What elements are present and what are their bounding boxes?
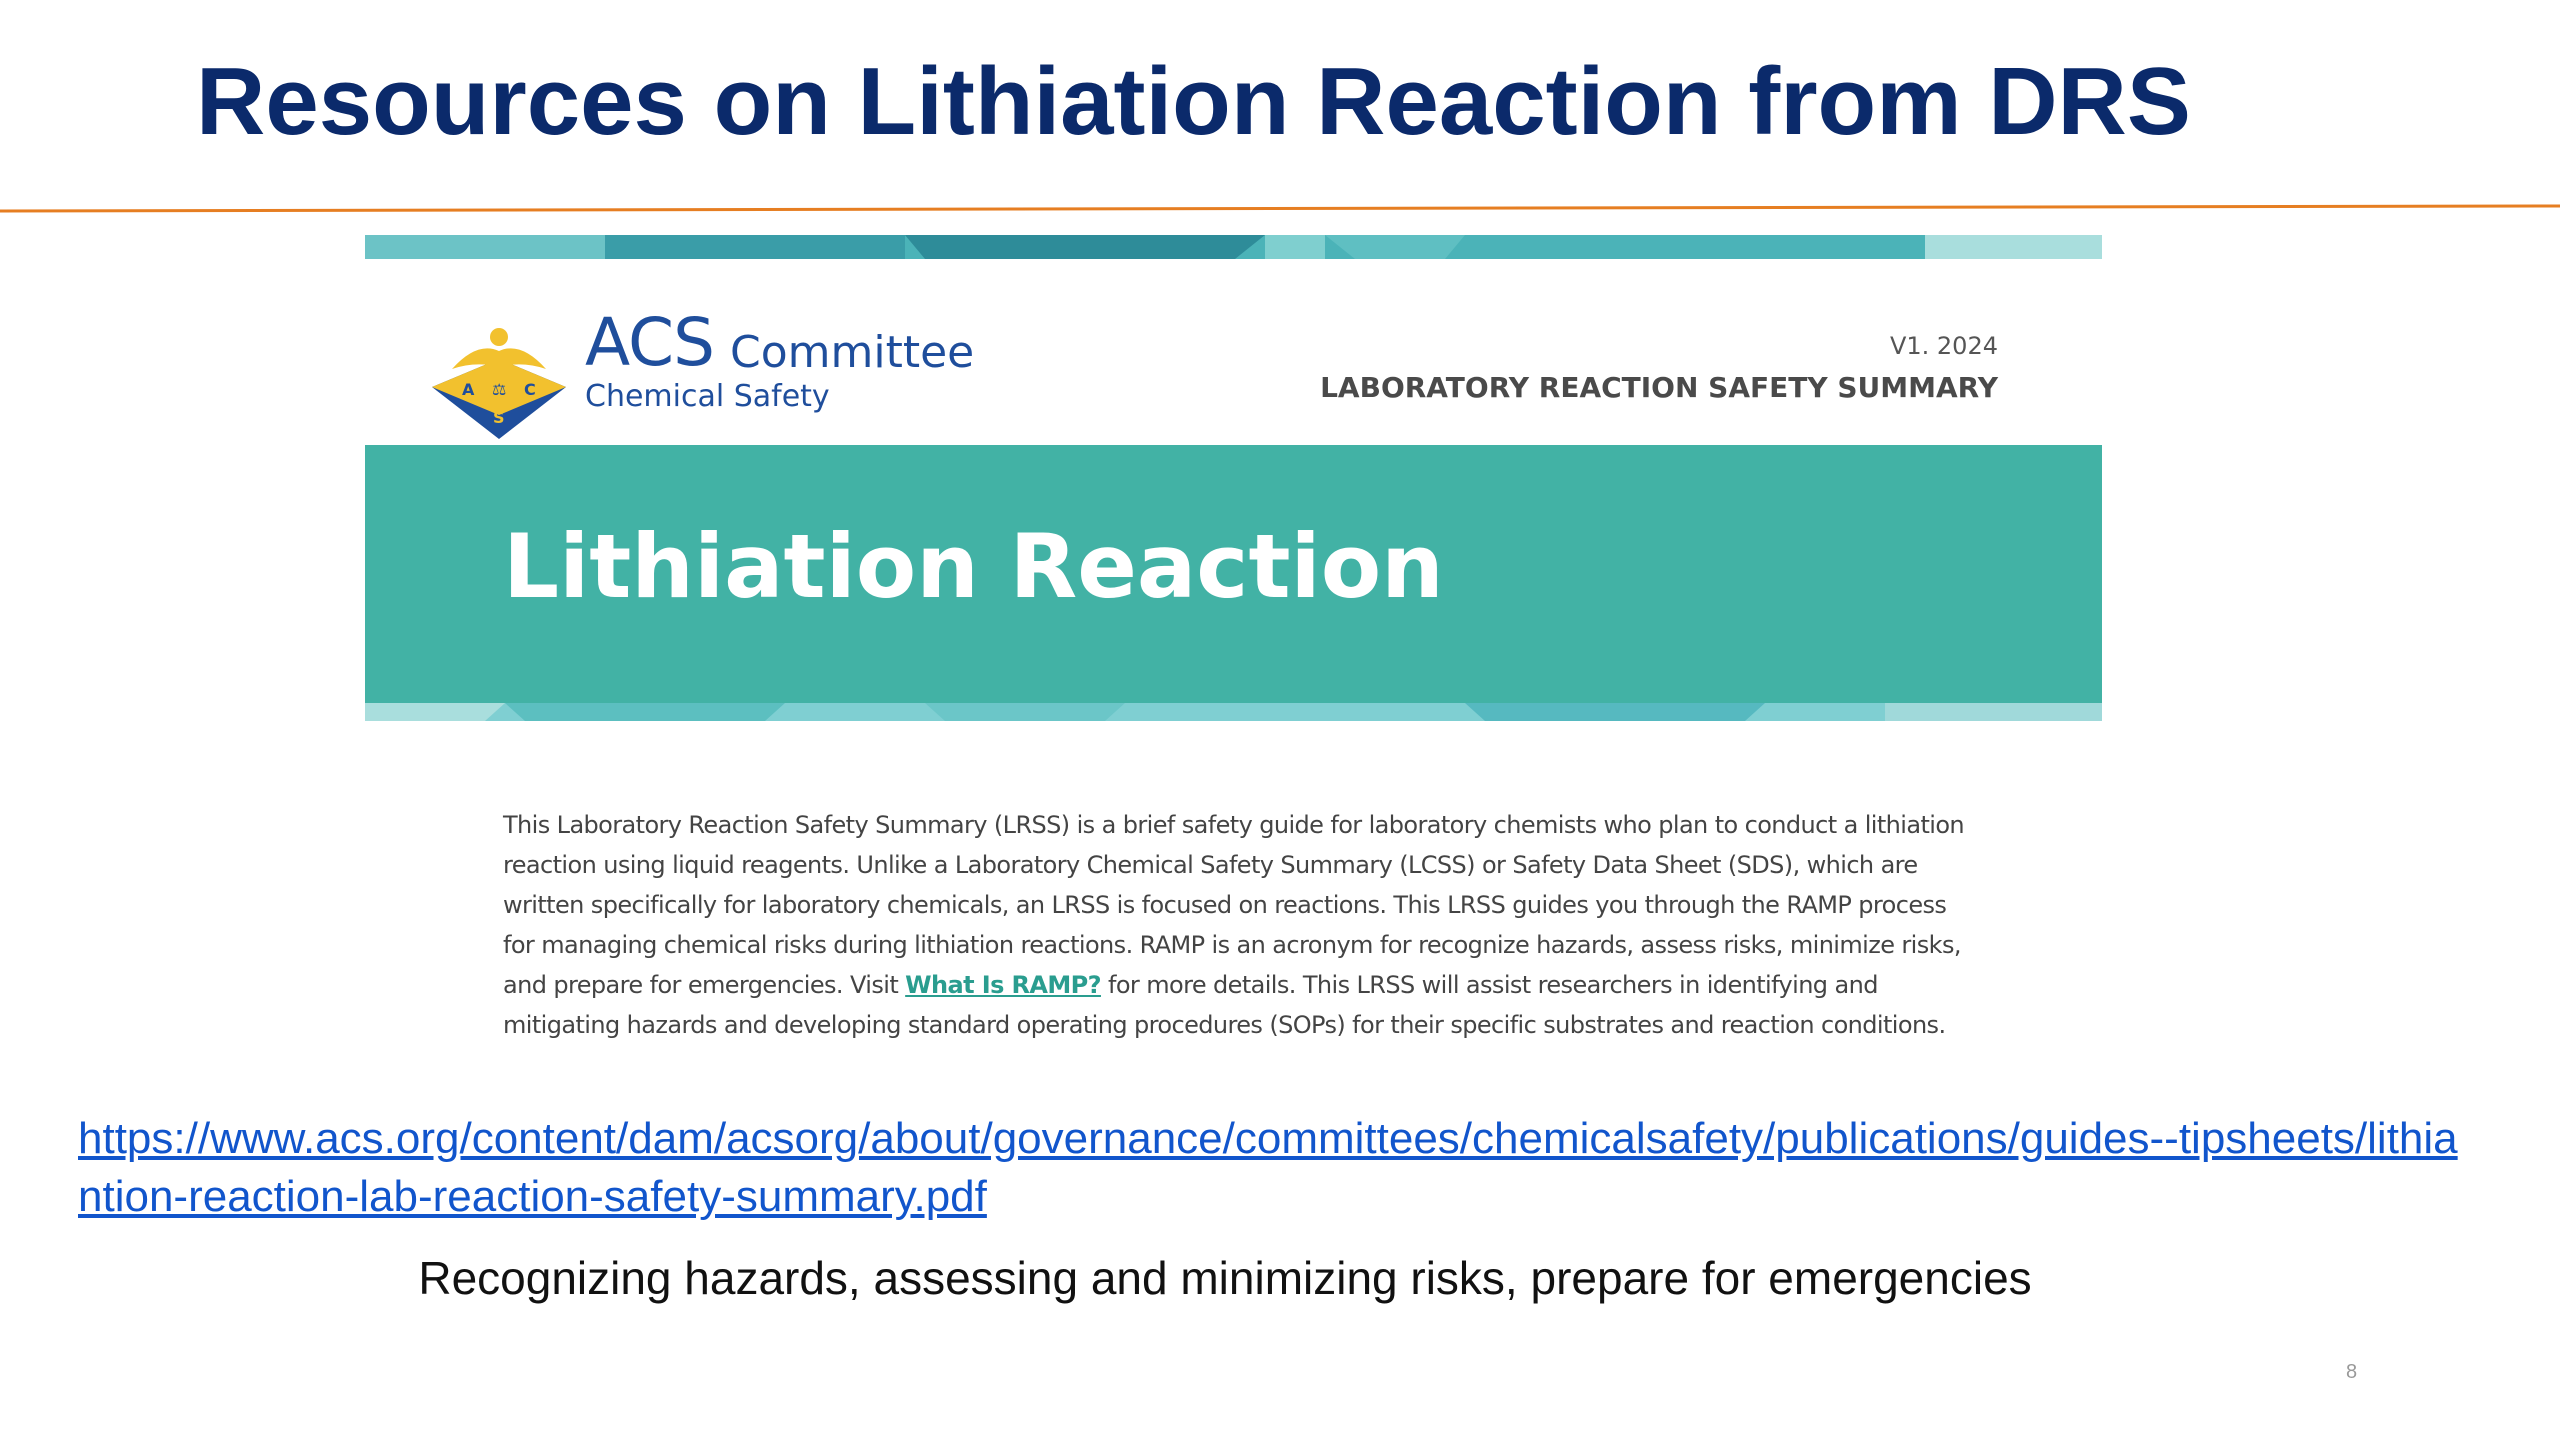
svg-text:C: C: [524, 380, 536, 399]
intro-text-start: This Laboratory Reaction Safety Summary (LRSS) is a brief safety guide for laboratory chemists who plan to conduct a lithiation reaction using liquid reagents. Unlike a Laboratory Chemical Safety Summary (LCSS) or Safety Data Sheet (SDS), which are written specifically for laboratory chemicals, an LRSS is focused on reactions. This LRSS guides you through the RAMP process for managing chemical risks during lithiation reactions. RAMP is an acronym for recognize hazards, assess risks, minimize risks, and prepare for emergencies. Visit: [503, 811, 1965, 999]
page-number: 8: [2346, 1361, 2358, 1383]
intro-text-end: for more details. This LRSS will assist researchers in identifying and mitigating hazards and developing standard operating procedures (SOPs) for their specific substrates and reaction conditions.: [503, 971, 1946, 1039]
slide-caption: Recognizing hazards, assessing and minimizing risks, prepare for emergencies: [418, 1252, 2032, 1304]
version-label: V1. 2024: [1889, 332, 1998, 360]
svg-text:⚖: ⚖: [492, 380, 507, 399]
slide-title: Resources on Lithiation Reaction from DRS: [196, 48, 2191, 155]
banner-title: Lithiation Reaction: [503, 515, 1444, 618]
document-type-label: LABORATORY REACTION SAFETY SUMMARY: [1320, 371, 1998, 404]
svg-text:A: A: [462, 380, 475, 399]
acs-eagle-logo-icon: [432, 311, 567, 439]
document-header: [365, 259, 2102, 469]
division-label: Chemical Safety: [585, 379, 830, 414]
what-is-ramp-link[interactable]: What Is RAMP?: [905, 971, 1101, 999]
committee-label: Committee: [730, 327, 975, 378]
intro-paragraph: [503, 805, 1973, 1045]
decorative-bottom-band: [365, 703, 2102, 721]
decorative-top-band: [365, 235, 2102, 259]
org-name: ACS: [585, 304, 714, 381]
document-preview-image: [365, 235, 2102, 1087]
svg-text:S: S: [493, 408, 505, 427]
resource-url-link[interactable]: https://www.acs.org/content/dam/acsorg/about/governance/committees/chemicalsafety/publications/guides--tipsheets/lithiantion-reaction-lab-reaction-safety-summary.pdf: [78, 1114, 2458, 1221]
title-banner: [365, 445, 2102, 703]
